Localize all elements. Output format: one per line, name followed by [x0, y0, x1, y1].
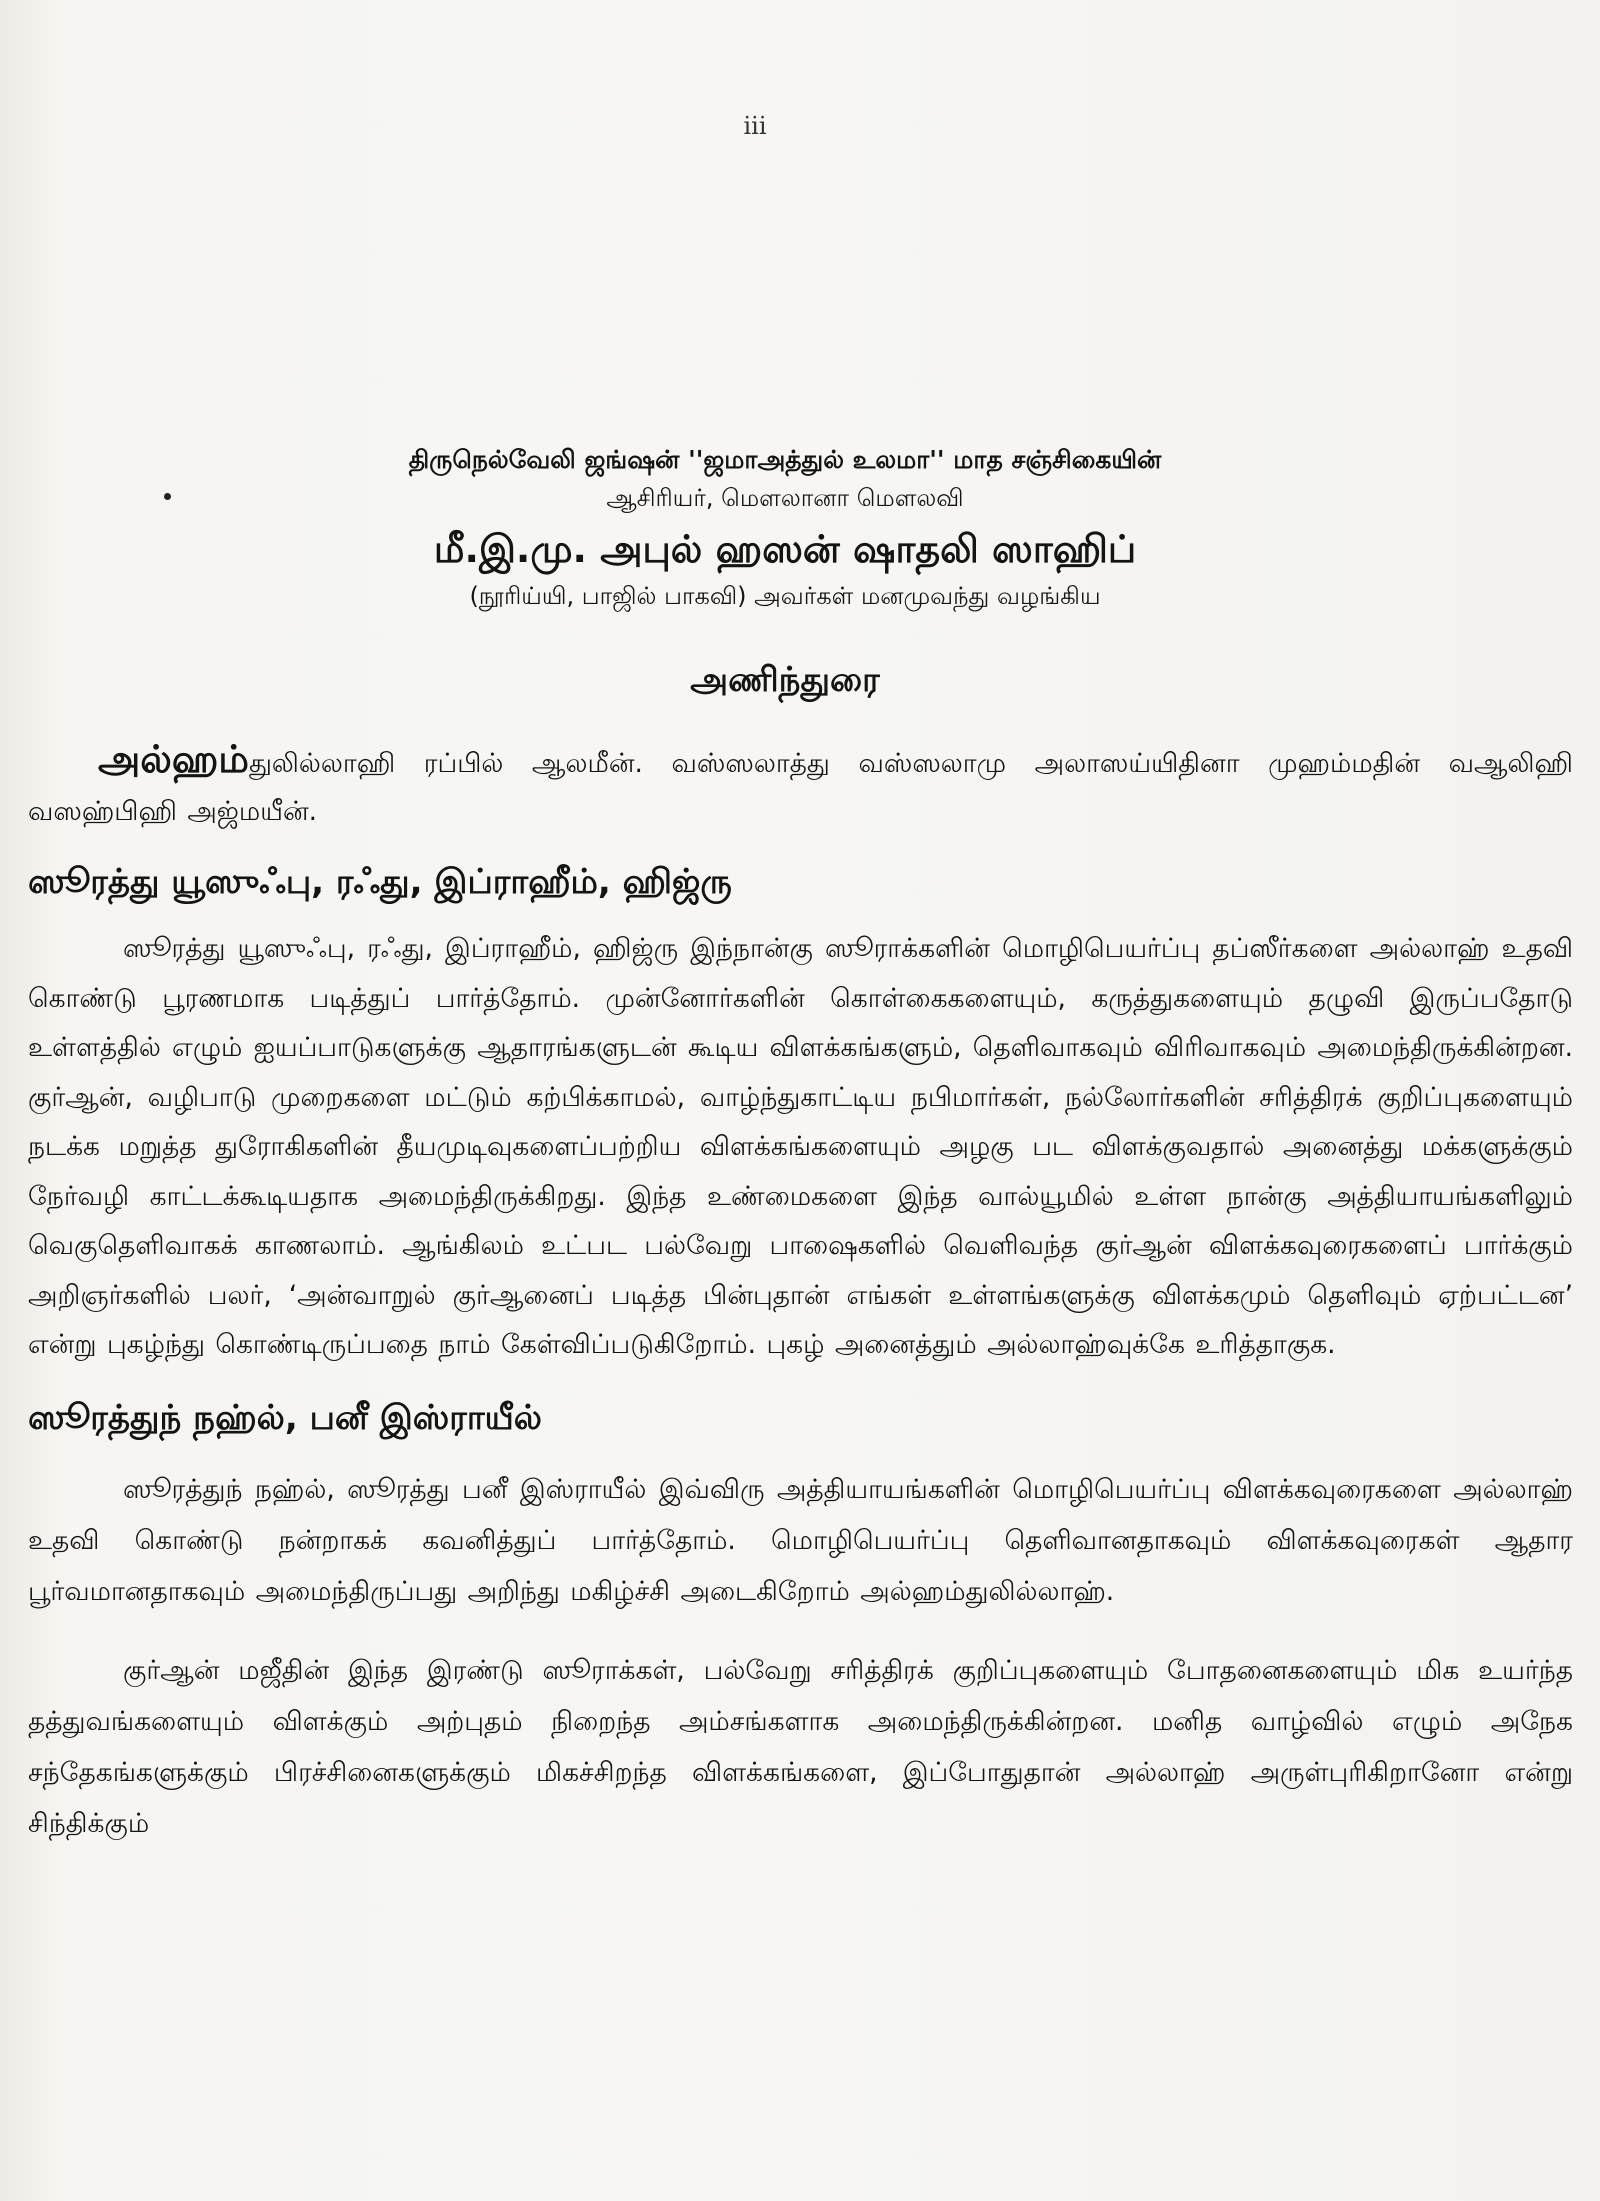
foreword-body [28, 735, 1573, 1849]
section-heading-1: ஸூரத்து யூஸுஃபு, ரஃது, இப்ராஹீம், ஹிஜ்ரு [28, 862, 732, 902]
section2-paragraph-2: குர்ஆன் மஜீதின் இந்த இரண்டு ஸூராக்கள், பல்வேறு சரித்திரக் குறிப்புகளையும் போதனைகளையும் மிக உயர்ந்த தத்துவங்களையும் விளக்கும் அற்புதம் நிறைந்த அம்சங்களாக அமைந்திருக்கின்றன. மனித வாழ்வில் எழும் அநேக சந்தேகங்களுக்கும் பிரச்சினைகளுக்கும் மிகச்சிறந்த விளக்கங்களை, இப்போதுதான் அல்லாஹ் அருள்புரிகிறானோ என்று சிந்திக்கும் [28, 1654, 1573, 1839]
header-editor-title: ஆசிரியர், மௌலானா மௌலவி [606, 484, 964, 512]
header-author-name: மீ.இ.மு. அபுல் ஹஸன் ஷாதலி ஸாஹிப் [433, 527, 1137, 571]
section1-paragraph: ஸூரத்து யூஸுஃபு, ரஃது, இப்ராஹீம், ஹிஜ்ரு இந்நான்கு ஸூராக்களின் மொழிபெயர்ப்பு தப்ஸீர்களை அல்லாஹ் உதவி கொண்டு பூரணமாக படித்துப் பார்த்தோம். முன்னோர்களின் கொள்கைகளையும், கருத்துகளையும் தழுவி இருப்பதோடு உள்ளத்தில் எழும் ஐயப்பாடுகளுக்கு ஆதாரங்களுடன் கூடிய விளக்கங்களும், தெளிவாகவும் விரிவாகவும் அமைந்திருக்கின்றன. குர்ஆன், வழிபாடு முறைகளை மட்டும் கற்பிக்காமல், வாழ்ந்துகாட்டிய நபிமார்கள், நல்லோர்களின் சரித்திரக் குறிப்புகளையும் நடக்க மறுத்த துரோகிகளின் தீயமுடிவுகளைப்பற்றிய விளக்கங்களையும் அழகு பட விளக்குவதால் அனைத்து மக்களுக்கும் நேர்வழி காட்டக்கூடியதாக அமைந்திருக்கிறது. இந்த உண்மைகளை இந்த வால்யூமில் உள்ள நான்கு அத்தியாயங்களிலும் வெகுதெளிவாகக் காணலாம். ஆங்கிலம் உட்பட பல்வேறு பாஷைகளில் வெளிவந்த குர்ஆன் விளக்கவுரைகளைப் பார்க்கும் அறிஞர்களில் பலர், ‘அன்வாறுல் குர்ஆனைப் படித்த பின்புதான் எங்கள் உள்ளங்களுக்கு விளக்கமும் தெளிவும் ஏற்பட்டன’ என்று புகழ்ந்து கொண்டிருப்பதை நாம் கேள்விப்படுகிறோம். புகழ் அனைத்தும் அல்லாஹ்வுக்கே உரித்தாகுக. [28, 933, 1573, 1360]
opening-first-word: அல்ஹம் [98, 737, 249, 781]
section-heading-2: ஸூரத்துந் நஹ்ல், பனீ இஸ்ராயீல் [28, 1397, 543, 1438]
header-author-credentials: (நூரிய்யி, பாஜில் பாகவி) அவர்கள் மனமுவந்து வழங்கிய [469, 582, 1101, 610]
opening-rest: துலில்லாஹி ரப்பில் ஆலமீன். வஸ்ஸலாத்து வஸ்ஸலாமு அலாஸய்யிதினா முஹம்மதின் வஆலிஹி வஸஹ்பிஹி அஜ்மயீன். [28, 748, 1573, 827]
header-publication-line: திருநெல்வேலி ஜங்ஷன் ''ஜமாஅத்துல் உலமா'' மாத சஞ்சிகையின் [408, 445, 1162, 474]
section2-paragraph-1: ஸூரத்துந் நஹ்ல், ஸூரத்து பனீ இஸ்ராயீல் இவ்விரு அத்தியாயங்களின் மொழிபெயர்ப்பு விளக்கவுரைகளை அல்லாஹ் உதவி கொண்டு நன்றாகக் கவனித்துப் பார்த்தோம். மொழிபெயர்ப்பு தெளிவானதாகவும் விளக்கவுரைகள் ஆதார பூர்வமானதாகவும் அமைந்திருப்பது அறிந்து மகிழ்ச்சி அடைகிறோம் அல்ஹம்துலில்லாஹ். [28, 1473, 1573, 1607]
opening-paragraph [28, 735, 1573, 836]
foreword-header [60, 440, 1510, 614]
page-number: iii [743, 112, 767, 140]
page-title: அணிந்துரை [690, 660, 880, 700]
